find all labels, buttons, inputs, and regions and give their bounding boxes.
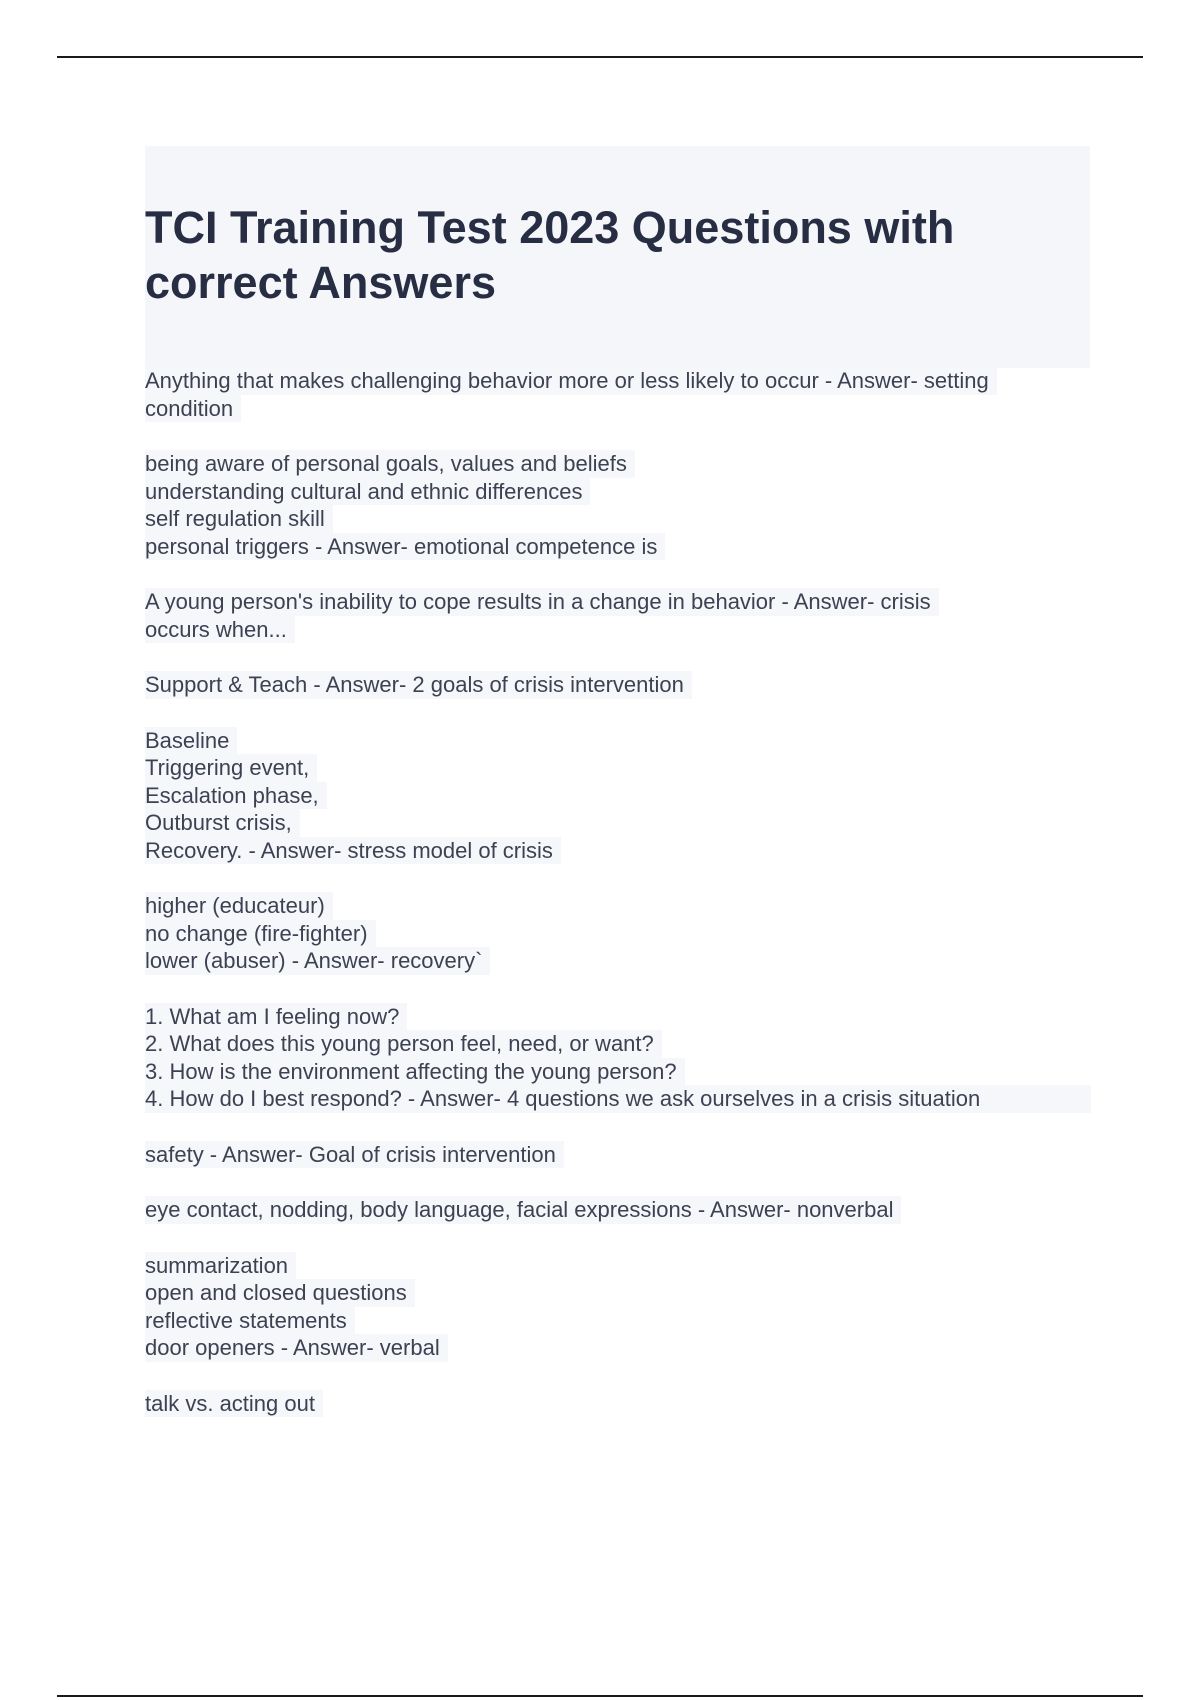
qa-entry bbox=[145, 1196, 1090, 1224]
qa-line: lower (abuser) - Answer- recovery` bbox=[145, 947, 490, 975]
qa-line: being aware of personal goals, values and beliefs bbox=[145, 450, 635, 478]
qa-line: Support & Teach - Answer- 2 goals of crisis intervention bbox=[145, 671, 692, 699]
qa-line: Recovery. - Answer- stress model of crisis bbox=[145, 837, 561, 865]
qa-line: 3. How is the environment affecting the young person? bbox=[145, 1058, 685, 1086]
qa-line: occurs when... bbox=[145, 616, 295, 644]
qa-entry bbox=[145, 588, 1090, 643]
qa-line: Baseline bbox=[145, 727, 237, 755]
qa-line: 4. How do I best respond? - Answer- 4 questions we ask ourselves in a crisis situation bbox=[145, 1085, 1091, 1113]
qa-list bbox=[145, 367, 1090, 1445]
qa-line: safety - Answer- Goal of crisis intervention bbox=[145, 1141, 564, 1169]
qa-entry bbox=[145, 450, 1090, 560]
document-title: TCI Training Test 2023 Questions with correct Answers bbox=[145, 202, 955, 308]
qa-entry bbox=[145, 727, 1090, 865]
qa-line: Triggering event, bbox=[145, 754, 317, 782]
qa-entry bbox=[145, 1141, 1090, 1169]
qa-entry bbox=[145, 1252, 1090, 1362]
qa-line: understanding cultural and ethnic differences bbox=[145, 478, 590, 506]
qa-line: eye contact, nodding, body language, facial expressions - Answer- nonverbal bbox=[145, 1196, 901, 1224]
qa-line: A young person's inability to cope results in a change in behavior - Answer- crisis bbox=[145, 588, 939, 616]
qa-line: Anything that makes challenging behavior more or less likely to occur - Answer- setting bbox=[145, 367, 997, 395]
qa-line: reflective statements bbox=[145, 1307, 355, 1335]
top-rule bbox=[57, 56, 1143, 58]
qa-line: 2. What does this young person feel, need, or want? bbox=[145, 1030, 662, 1058]
qa-entry bbox=[145, 1390, 1090, 1418]
qa-line: self regulation skill bbox=[145, 505, 333, 533]
qa-line: condition bbox=[145, 395, 241, 423]
qa-line: Outburst crisis, bbox=[145, 809, 300, 837]
qa-line: personal triggers - Answer- emotional competence is bbox=[145, 533, 665, 561]
qa-line: Escalation phase, bbox=[145, 782, 327, 810]
qa-entry bbox=[145, 367, 1090, 422]
qa-line: talk vs. acting out bbox=[145, 1390, 323, 1418]
qa-entry bbox=[145, 892, 1090, 975]
qa-line: door openers - Answer- verbal bbox=[145, 1334, 448, 1362]
qa-line: 1. What am I feeling now? bbox=[145, 1003, 407, 1031]
qa-line: no change (fire-fighter) bbox=[145, 920, 376, 948]
qa-entry bbox=[145, 671, 1090, 699]
qa-line: summarization bbox=[145, 1252, 296, 1280]
qa-line: higher (educateur) bbox=[145, 892, 333, 920]
qa-line: open and closed questions bbox=[145, 1279, 415, 1307]
qa-entry bbox=[145, 1003, 1090, 1113]
bottom-rule bbox=[57, 1695, 1143, 1697]
